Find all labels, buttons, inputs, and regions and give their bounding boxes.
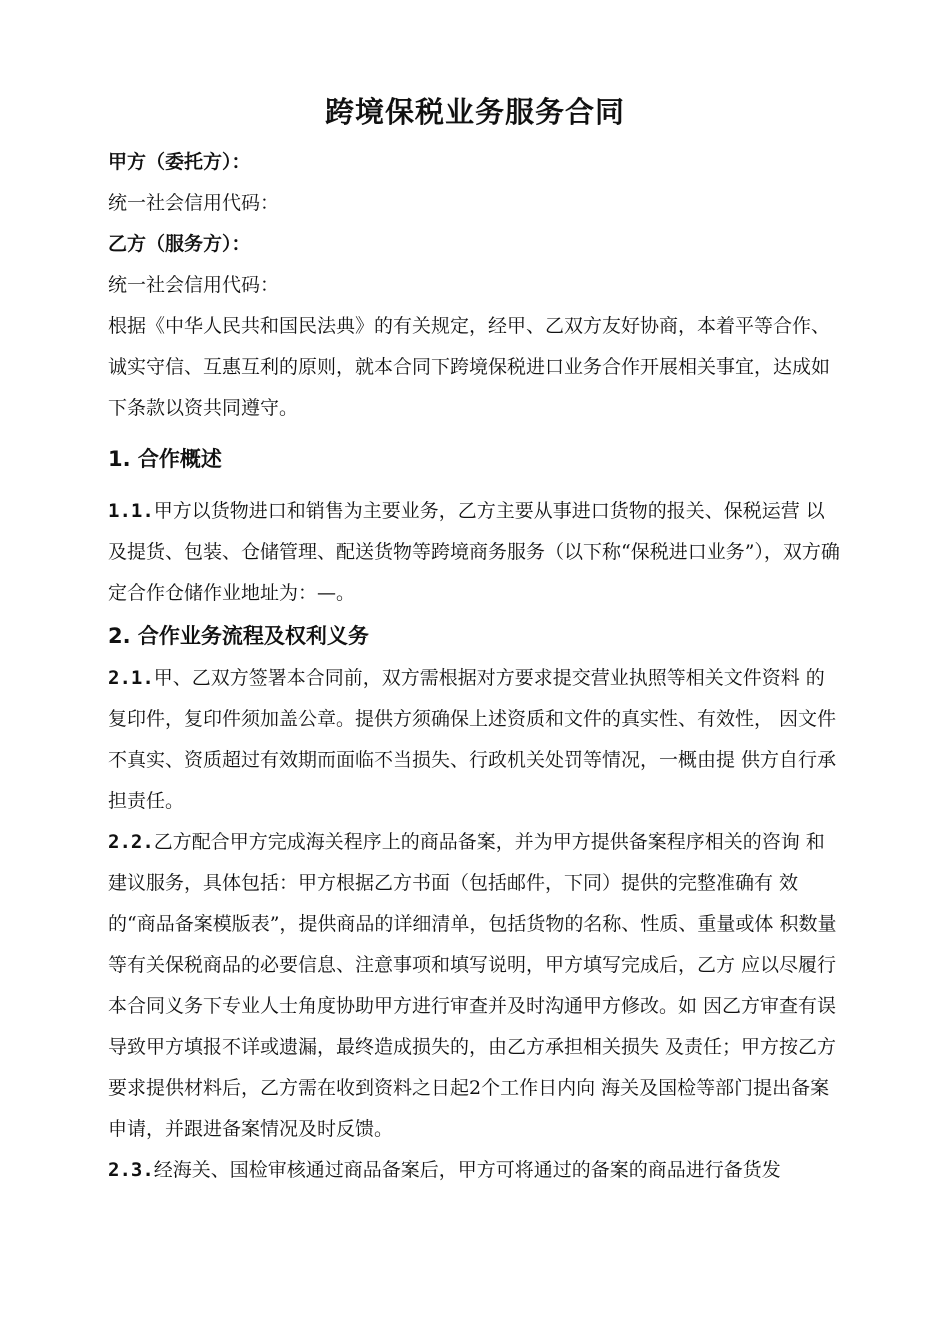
clause-2-2 — [108, 822, 842, 1150]
clause-number: 2.3. — [108, 1159, 154, 1181]
clause-1-1 — [108, 491, 842, 614]
clause-text: 经海关、国检审核通过商品备案后，甲方可将通过的备案的商品进行备货发 — [153, 1159, 781, 1181]
clause-number: 1.1. — [108, 500, 154, 522]
clause-text: 甲方以货物进口和销售为主要业务，乙方主要从事进口货物的报关、保税运营 以及提货、包装、仓储管理、配送货物等跨境商务服务（以下称“保税进口业务”），双方确定合作仓储作业地址为：—。 — [108, 500, 840, 604]
party-b-credit-code-label: 统一社会信用代码： — [108, 274, 280, 296]
preamble-paragraph: 根据《中华人民共和国民法典》的有关规定，经甲、乙双方友好协商，本着平等合作、诚实守信、互惠互利的原则，就本合同下跨境保税进口业务合作开展相关事宜，达成如下条款以资共同遵守。 — [108, 315, 831, 419]
contract-title: 跨境保税业务服务合同 — [324, 95, 625, 129]
party-a-credit-code-label: 统一社会信用代码： — [108, 192, 280, 214]
clause-text: 乙方配合甲方完成海关程序上的商品备案，并为甲方提供备案程序相关的咨询 和建议服务，具体包括：甲方根据乙方书面（包括邮件，下同）提供的完整准确有 效的“商品备案模版表”，提供商品的详细清单，包括货物的名称、性质、重量或体 积数量等有关保税商品的必要信息、注意事项和填写说明，甲方填写完成后，乙方 应以尽履行本合同义务下专业人士角度协助甲方进行审查并及时沟通甲方修改。如 因乙方审查有误导致甲方填报不详或遗漏，最终造成损失的，由乙方承担相关损失 及责任；甲方按乙方要求提供材料后，乙方需在收到资料之日起2个工作日内向 海关及国检等部门提出备案申请，并跟进备案情况及时反馈。 — [108, 831, 837, 1140]
section-1 — [108, 437, 842, 614]
clause-number: 2.2. — [108, 831, 154, 853]
section-heading: 1. 合作概述 — [108, 447, 222, 471]
section-heading: 2. 合作业务流程及权利义务 — [108, 624, 369, 648]
party-a-label: 甲方（委托方）： — [108, 151, 251, 173]
clause-2-3 — [108, 1150, 842, 1191]
party-b-label: 乙方（服务方）： — [108, 233, 251, 255]
clause-2-1 — [108, 658, 842, 822]
section-2 — [108, 614, 842, 1191]
clause-number: 2.1. — [108, 667, 154, 689]
clause-text: 甲、乙双方签署本合同前，双方需根据对方要求提交营业执照等相关文件资料 的复印件，复印件须加盖公章。提供方须确保上述资质和文件的真实性、有效性， 因文件不真实、资质超过有效期而面临不当损失、行政机关处罚等情况，一概由提 供方自行承担责任。 — [108, 667, 837, 812]
